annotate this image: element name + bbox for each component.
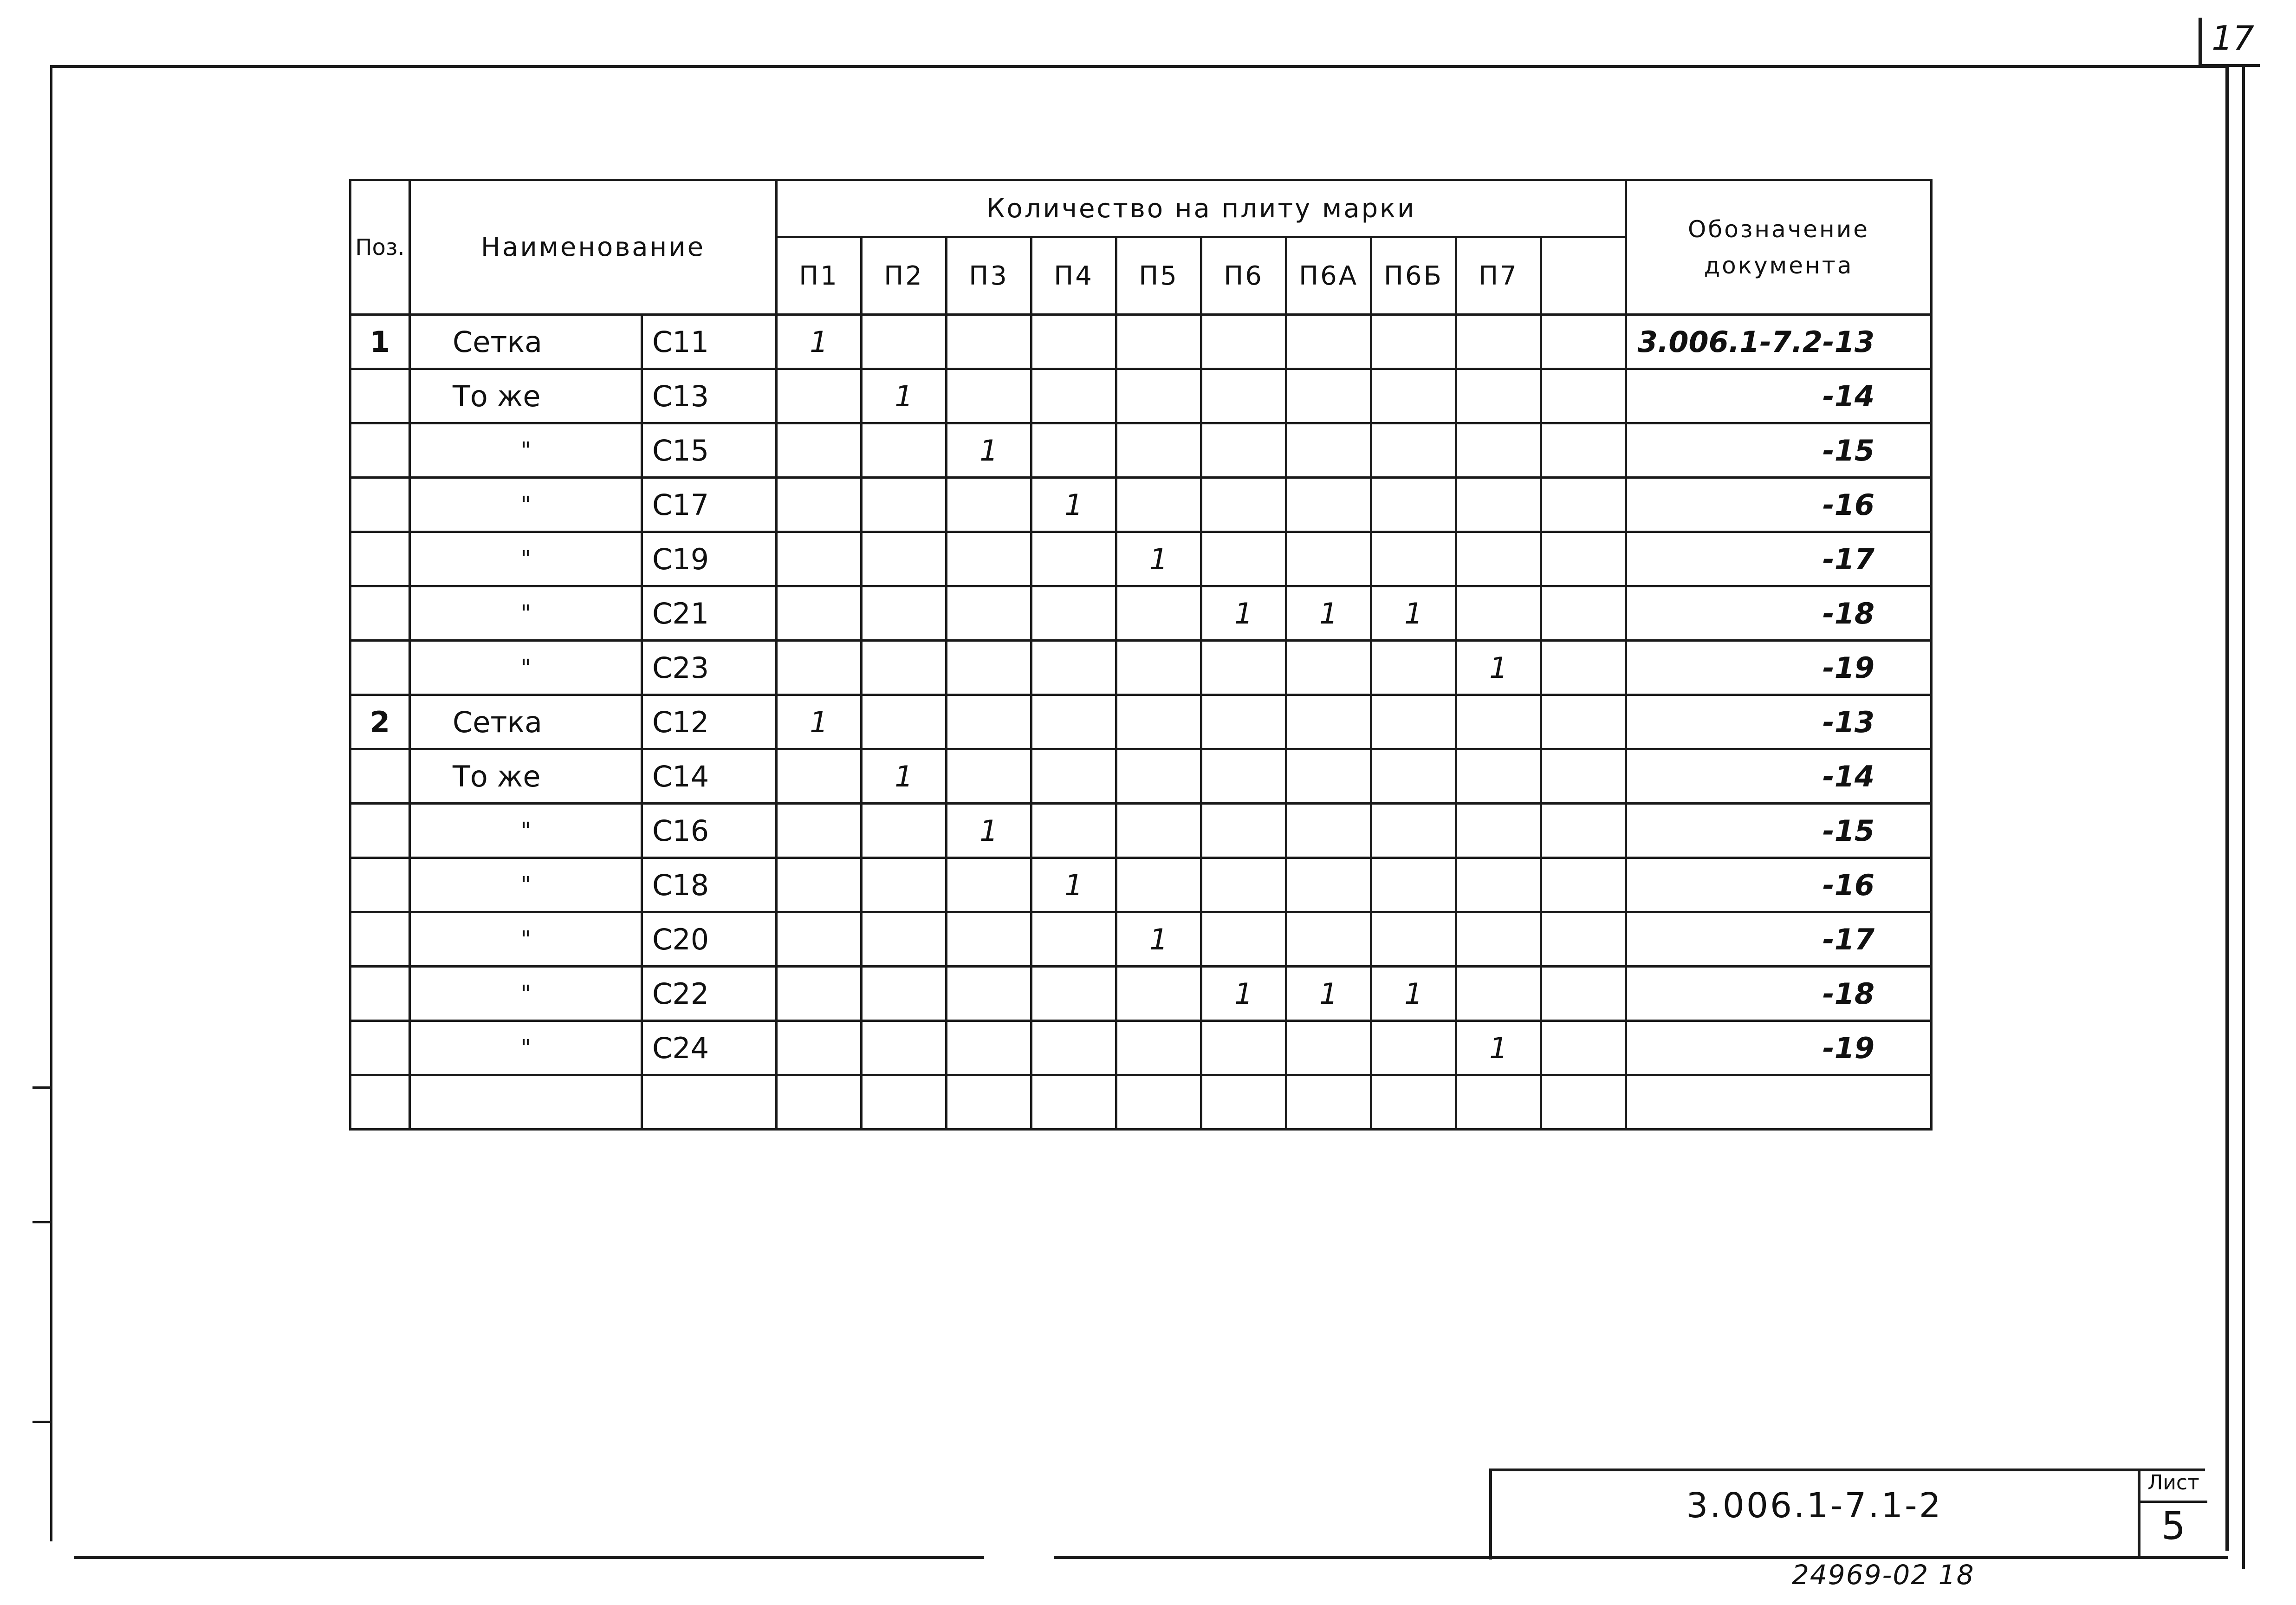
table-row	[350, 478, 1932, 532]
row-doc: -16	[1626, 858, 1932, 912]
table-body	[350, 315, 1932, 1130]
row-quantity	[1031, 912, 1116, 967]
row-quantity	[1286, 423, 1371, 478]
row-quantity	[1031, 967, 1116, 1021]
row-doc: -13	[1626, 695, 1932, 749]
header-mark: П6Б	[1371, 237, 1456, 315]
row-quantity	[947, 858, 1031, 912]
row-quantity	[1456, 1075, 1541, 1130]
row-quantity: 1	[1201, 967, 1286, 1021]
table-row	[350, 912, 1932, 967]
frame-top-line	[50, 65, 2227, 68]
row-quantity	[1541, 804, 1626, 858]
header-mark: П5	[1116, 237, 1201, 315]
row-name: Сетка	[410, 315, 642, 369]
row-code	[642, 1075, 777, 1130]
table-row	[350, 804, 1932, 858]
row-doc: -14	[1626, 369, 1932, 423]
row-name: "	[410, 967, 642, 1021]
table-row	[350, 967, 1932, 1021]
row-code: С11	[642, 315, 777, 369]
row-quantity: 1	[947, 804, 1031, 858]
table-row	[350, 369, 1932, 423]
row-quantity: 1	[1286, 967, 1371, 1021]
archive-number: 24969-02 18	[1792, 1559, 1975, 1591]
row-quantity	[1371, 912, 1456, 967]
row-quantity	[1371, 423, 1456, 478]
row-quantity: 1	[1456, 641, 1541, 695]
row-quantity	[777, 423, 862, 478]
row-name: "	[410, 1021, 642, 1075]
row-quantity	[947, 1021, 1031, 1075]
row-quantity	[1286, 532, 1371, 586]
row-pos	[350, 586, 410, 641]
row-quantity	[1371, 478, 1456, 532]
row-quantity	[1456, 804, 1541, 858]
header-mark: П2	[862, 237, 947, 315]
row-quantity	[1456, 858, 1541, 912]
row-quantity	[1201, 749, 1286, 804]
row-quantity	[1541, 315, 1626, 369]
row-doc: -17	[1626, 912, 1932, 967]
row-quantity	[947, 749, 1031, 804]
row-quantity	[1371, 1021, 1456, 1075]
row-quantity	[777, 478, 862, 532]
row-quantity	[1541, 423, 1626, 478]
row-pos: 1	[350, 315, 410, 369]
row-name: "	[410, 858, 642, 912]
row-quantity	[1456, 478, 1541, 532]
row-quantity	[1541, 586, 1626, 641]
table-row	[350, 532, 1932, 586]
row-pos	[350, 912, 410, 967]
sheet-number: 5	[2161, 1504, 2186, 1548]
header-pos: Поз.	[350, 180, 410, 315]
row-quantity	[1371, 695, 1456, 749]
row-quantity: 1	[1031, 858, 1116, 912]
row-quantity	[1541, 858, 1626, 912]
header-mark: П7	[1456, 237, 1541, 315]
row-doc: -18	[1626, 586, 1932, 641]
row-quantity	[862, 695, 947, 749]
row-doc: -14	[1626, 749, 1932, 804]
row-quantity	[1286, 804, 1371, 858]
row-quantity	[1201, 1021, 1286, 1075]
row-quantity: 1	[1031, 478, 1116, 532]
row-quantity: 1	[862, 369, 947, 423]
row-quantity	[862, 423, 947, 478]
row-quantity	[1286, 749, 1371, 804]
row-quantity	[777, 532, 862, 586]
row-quantity	[1456, 967, 1541, 1021]
row-quantity	[1286, 478, 1371, 532]
row-doc: -19	[1626, 1021, 1932, 1075]
row-quantity	[947, 315, 1031, 369]
row-quantity	[862, 532, 947, 586]
row-quantity	[1116, 1021, 1201, 1075]
document-code: 3.006.1-7.1-2	[1686, 1486, 1943, 1526]
row-pos	[350, 1021, 410, 1075]
row-code: С20	[642, 912, 777, 967]
row-pos	[350, 858, 410, 912]
row-quantity	[1286, 315, 1371, 369]
row-quantity	[1286, 641, 1371, 695]
row-doc: 3.006.1-7.2-13	[1626, 315, 1932, 369]
row-code: С23	[642, 641, 777, 695]
row-quantity	[777, 1021, 862, 1075]
row-doc: -17	[1626, 532, 1932, 586]
frame-right-line-inner	[2242, 65, 2245, 1569]
row-quantity	[862, 641, 947, 695]
header-row-top	[350, 180, 1932, 237]
table-row	[350, 1021, 1932, 1075]
row-quantity	[777, 967, 862, 1021]
row-quantity: 1	[1371, 967, 1456, 1021]
row-code: С19	[642, 532, 777, 586]
row-doc	[1626, 1075, 1932, 1130]
row-quantity	[1286, 695, 1371, 749]
frame-right-line-outer	[2225, 65, 2229, 1551]
row-quantity	[1541, 695, 1626, 749]
row-quantity	[1541, 369, 1626, 423]
row-quantity	[862, 1075, 947, 1130]
row-quantity	[1371, 749, 1456, 804]
table-row	[350, 695, 1932, 749]
row-quantity: 1	[777, 695, 862, 749]
table-row	[350, 1075, 1932, 1130]
row-quantity: 1	[1286, 586, 1371, 641]
row-quantity	[862, 912, 947, 967]
row-quantity	[1456, 912, 1541, 967]
row-quantity	[1201, 912, 1286, 967]
row-quantity	[947, 532, 1031, 586]
row-name: Сетка	[410, 695, 642, 749]
row-code: С24	[642, 1021, 777, 1075]
row-quantity	[1031, 532, 1116, 586]
row-quantity	[1031, 695, 1116, 749]
row-quantity	[1456, 586, 1541, 641]
table-row	[350, 641, 1932, 695]
row-pos	[350, 369, 410, 423]
row-quantity	[777, 369, 862, 423]
row-code: С17	[642, 478, 777, 532]
row-quantity	[1116, 967, 1201, 1021]
row-pos: 2	[350, 695, 410, 749]
row-quantity	[1201, 478, 1286, 532]
row-doc: -15	[1626, 423, 1932, 478]
row-doc: -18	[1626, 967, 1932, 1021]
row-quantity	[1116, 586, 1201, 641]
row-quantity	[947, 586, 1031, 641]
row-quantity	[1116, 804, 1201, 858]
row-name: "	[410, 586, 642, 641]
row-quantity	[1116, 423, 1201, 478]
row-quantity	[862, 478, 947, 532]
header-quantity-title: Количество на плиту марки	[777, 180, 1626, 237]
row-quantity	[1371, 641, 1456, 695]
header-mark: П1	[777, 237, 862, 315]
sheet-label: Лист	[2147, 1471, 2199, 1495]
row-quantity	[862, 315, 947, 369]
row-code: С13	[642, 369, 777, 423]
row-quantity	[1201, 369, 1286, 423]
row-name: "	[410, 532, 642, 586]
row-quantity	[1541, 1075, 1626, 1130]
row-quantity	[1116, 695, 1201, 749]
row-quantity	[1201, 858, 1286, 912]
row-name: То же	[410, 369, 642, 423]
row-quantity	[1116, 858, 1201, 912]
row-quantity	[1031, 369, 1116, 423]
row-quantity	[1371, 315, 1456, 369]
row-quantity	[777, 641, 862, 695]
row-code: С15	[642, 423, 777, 478]
row-quantity: 1	[862, 749, 947, 804]
row-quantity	[947, 1075, 1031, 1130]
row-quantity	[1201, 532, 1286, 586]
row-quantity	[947, 478, 1031, 532]
row-quantity	[1541, 641, 1626, 695]
row-quantity	[1201, 641, 1286, 695]
frame-left-tick	[32, 1221, 51, 1223]
row-quantity	[777, 804, 862, 858]
row-quantity: 1	[1116, 532, 1201, 586]
row-quantity	[1116, 641, 1201, 695]
row-quantity	[1031, 749, 1116, 804]
title-block-divider	[2138, 1469, 2140, 1557]
row-quantity	[1456, 423, 1541, 478]
row-quantity	[1031, 641, 1116, 695]
header-doc-title: Обозначение документа	[1626, 180, 1932, 315]
row-pos	[350, 749, 410, 804]
row-quantity	[777, 586, 862, 641]
row-quantity	[862, 586, 947, 641]
row-name	[410, 1075, 642, 1130]
row-quantity	[1201, 695, 1286, 749]
row-quantity	[1031, 1075, 1116, 1130]
row-quantity	[947, 641, 1031, 695]
row-code: С14	[642, 749, 777, 804]
row-quantity	[947, 369, 1031, 423]
header-name: Наименование	[410, 180, 777, 315]
row-quantity	[1201, 423, 1286, 478]
row-pos	[350, 967, 410, 1021]
row-quantity	[1201, 804, 1286, 858]
row-code: С21	[642, 586, 777, 641]
frame-left-tick	[32, 1086, 51, 1089]
header-mark: П3	[947, 237, 1031, 315]
row-quantity	[1031, 1021, 1116, 1075]
row-quantity	[777, 1075, 862, 1130]
row-pos	[350, 423, 410, 478]
header-mark: П4	[1031, 237, 1116, 315]
header-mark: П6А	[1286, 237, 1371, 315]
row-quantity	[862, 1021, 947, 1075]
row-quantity	[1541, 478, 1626, 532]
specification-table	[349, 179, 1933, 1131]
header-mark	[1541, 237, 1626, 315]
row-quantity	[1031, 315, 1116, 369]
table-row	[350, 749, 1932, 804]
row-quantity: 1	[947, 423, 1031, 478]
row-quantity	[1456, 695, 1541, 749]
row-quantity	[1541, 912, 1626, 967]
row-pos	[350, 804, 410, 858]
row-name: То же	[410, 749, 642, 804]
frame-left-tick	[32, 1421, 51, 1423]
row-name: "	[410, 423, 642, 478]
row-quantity	[1116, 315, 1201, 369]
row-quantity	[862, 804, 947, 858]
frame-bottom-line-left	[74, 1556, 984, 1559]
row-quantity: 1	[777, 315, 862, 369]
row-name: "	[410, 478, 642, 532]
row-quantity	[1286, 858, 1371, 912]
row-quantity	[947, 967, 1031, 1021]
row-doc: -15	[1626, 804, 1932, 858]
row-quantity: 1	[1116, 912, 1201, 967]
row-quantity	[1371, 369, 1456, 423]
frame-left-line	[50, 65, 52, 1541]
row-name: "	[410, 804, 642, 858]
row-quantity	[1116, 478, 1201, 532]
row-doc: -16	[1626, 478, 1932, 532]
row-quantity	[1286, 1075, 1371, 1130]
row-quantity	[1371, 804, 1456, 858]
row-quantity	[1201, 315, 1286, 369]
row-name: "	[410, 912, 642, 967]
row-quantity	[1456, 369, 1541, 423]
row-quantity	[1286, 912, 1371, 967]
row-code: С12	[642, 695, 777, 749]
title-block-sheet-line	[2138, 1501, 2207, 1503]
row-quantity: 1	[1201, 586, 1286, 641]
row-pos	[350, 532, 410, 586]
row-quantity	[1116, 1075, 1201, 1130]
row-pos	[350, 478, 410, 532]
table-row	[350, 423, 1932, 478]
row-quantity	[1541, 967, 1626, 1021]
row-quantity	[1456, 315, 1541, 369]
row-quantity	[1286, 1021, 1371, 1075]
row-quantity	[777, 749, 862, 804]
row-code: С16	[642, 804, 777, 858]
row-pos	[350, 641, 410, 695]
row-quantity	[1031, 586, 1116, 641]
row-quantity	[947, 695, 1031, 749]
row-quantity	[1541, 1021, 1626, 1075]
row-quantity	[1371, 858, 1456, 912]
row-code: С22	[642, 967, 777, 1021]
row-name: "	[410, 641, 642, 695]
row-quantity	[1456, 532, 1541, 586]
header-mark: П6	[1201, 237, 1286, 315]
row-quantity	[1371, 532, 1456, 586]
row-quantity	[1116, 749, 1201, 804]
row-quantity	[1031, 804, 1116, 858]
row-quantity	[777, 912, 862, 967]
row-quantity	[1541, 532, 1626, 586]
table-row	[350, 315, 1932, 369]
row-quantity	[777, 858, 862, 912]
row-quantity: 1	[1456, 1021, 1541, 1075]
row-quantity	[1286, 369, 1371, 423]
page-number: 17	[2212, 19, 2254, 58]
row-code: С18	[642, 858, 777, 912]
row-quantity	[1371, 1075, 1456, 1130]
row-quantity: 1	[1371, 586, 1456, 641]
row-quantity	[1541, 749, 1626, 804]
row-quantity	[862, 858, 947, 912]
row-quantity	[1456, 749, 1541, 804]
row-doc: -19	[1626, 641, 1932, 695]
row-quantity	[1201, 1075, 1286, 1130]
row-quantity	[947, 912, 1031, 967]
row-pos	[350, 1075, 410, 1130]
row-quantity	[1031, 423, 1116, 478]
table-row	[350, 858, 1932, 912]
row-quantity	[862, 967, 947, 1021]
table-row	[350, 586, 1932, 641]
row-quantity	[1116, 369, 1201, 423]
